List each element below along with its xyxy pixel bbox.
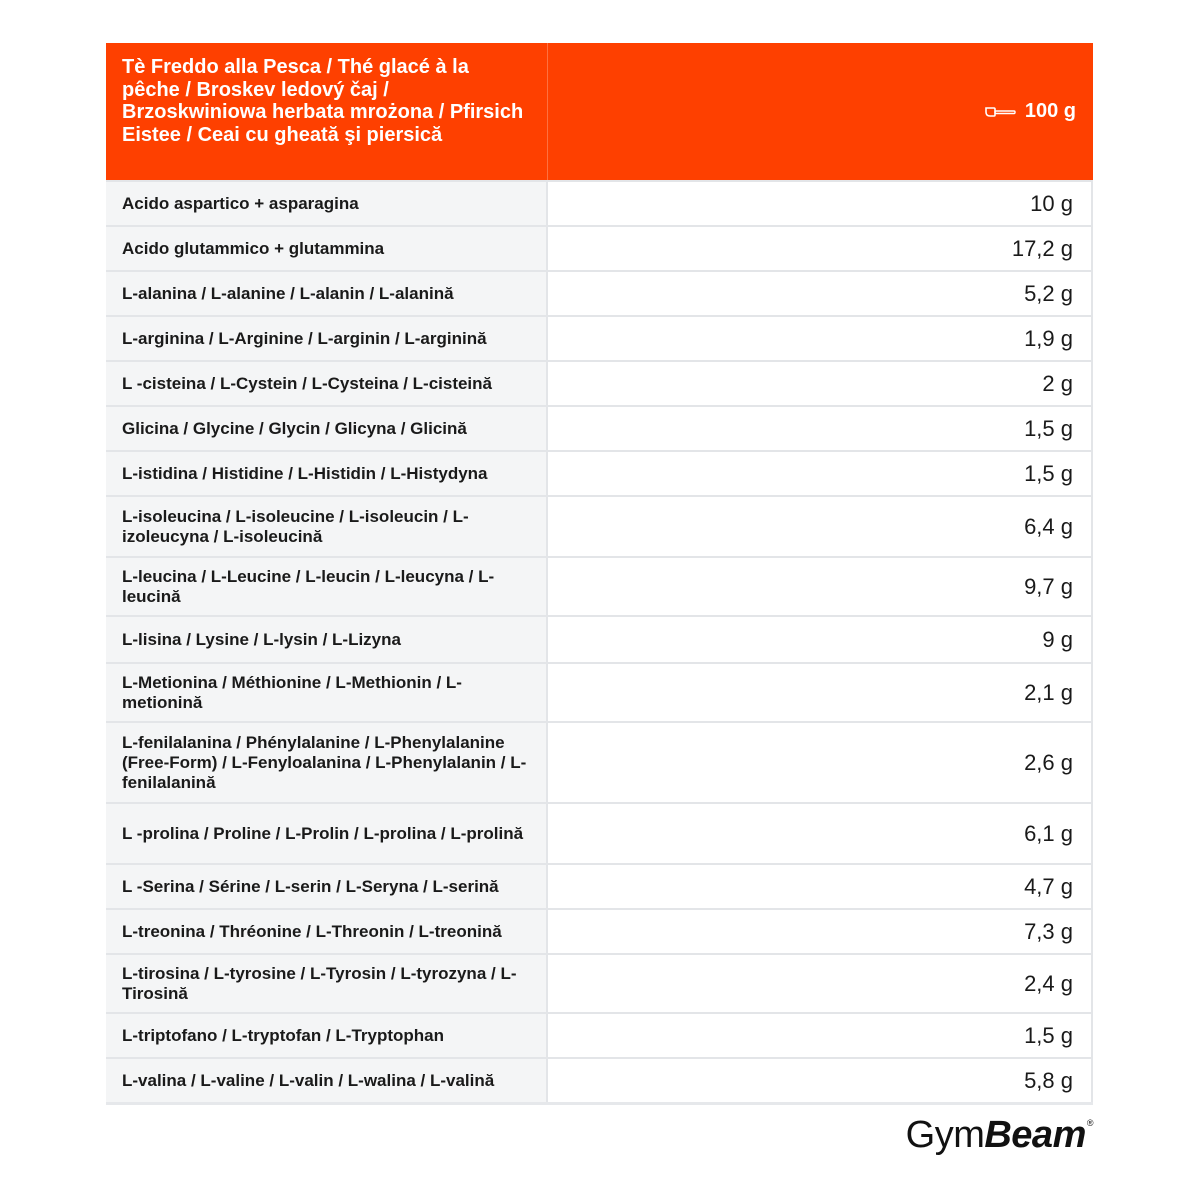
nutrient-value: 4,7 g <box>548 865 1093 908</box>
nutrient-value: 2 g <box>548 362 1093 405</box>
nutrient-name: L-tirosina / L-tyrosine / L-Tyrosin / L-tyrozyna / L-Tirosină <box>106 955 548 1012</box>
nutrient-name: L -cisteina / L-Cystein / L-Cysteina / L-cisteină <box>106 362 548 405</box>
nutrient-value: 17,2 g <box>548 227 1093 270</box>
serving-label: 100 g <box>1024 100 1076 122</box>
table-row <box>106 405 1093 450</box>
nutrient-value: 2,6 g <box>548 723 1093 802</box>
nutrient-name: L-Metionina / Méthionine / L-Methionin / L-metionină <box>106 664 548 721</box>
nutrient-value: 9,7 g <box>548 558 1093 615</box>
nutrient-value: 1,5 g <box>548 407 1093 450</box>
table-row <box>106 495 1093 556</box>
table-row <box>106 953 1093 1012</box>
gymbeam-logo: GymBeam® <box>905 1114 1093 1156</box>
nutrient-name: L-fenilalanina / Phénylalanine / L-Phenylalanine (Free-Form) / L-Fenyloalanina / L-Phenylalanin / L-fenilalanină <box>106 723 548 802</box>
table-row <box>106 802 1093 863</box>
nutrient-value: 2,4 g <box>548 955 1093 1012</box>
nutrient-value: 1,5 g <box>548 452 1093 495</box>
table-row <box>106 1012 1093 1057</box>
table-row <box>106 315 1093 360</box>
table-row <box>106 180 1093 225</box>
nutrient-name: L -prolina / Proline / L-Prolin / L-prolina / L-prolină <box>106 804 548 863</box>
serving-size <box>548 43 1093 180</box>
table-row <box>106 615 1093 662</box>
nutrient-name: L-arginina / L-Arginine / L-arginin / L-arginină <box>106 317 548 360</box>
nutrient-name: Glicina / Glycine / Glycin / Glicyna / Glicină <box>106 407 548 450</box>
nutrient-value: 2,1 g <box>548 664 1093 721</box>
nutrient-value: 1,9 g <box>548 317 1093 360</box>
nutrient-name: Acido aspartico + asparagina <box>106 182 548 225</box>
nutrient-value: 6,4 g <box>548 497 1093 556</box>
table-body <box>106 180 1093 1102</box>
nutrient-value: 5,8 g <box>548 1059 1093 1102</box>
table-row <box>106 908 1093 953</box>
table-row <box>106 225 1093 270</box>
nutrient-value: 5,2 g <box>548 272 1093 315</box>
nutrient-name: Acido glutammico + glutammina <box>106 227 548 270</box>
table-row <box>106 556 1093 615</box>
table-header <box>106 43 1093 180</box>
nutrient-name: L-lisina / Lysine / L-lysin / L-Lizyna <box>106 617 548 662</box>
nutrient-name: L-valina / L-valine / L-valin / L-walina / L-valină <box>106 1059 548 1102</box>
nutrient-name: L-treonina / Thréonine / L-Threonin / L-treonină <box>106 910 548 953</box>
nutrient-value: 9 g <box>548 617 1093 662</box>
table-row <box>106 450 1093 495</box>
product-title: Tè Freddo alla Pesca / Thé glacé à la pêche / Broskev ledový čaj / Brzoskwiniowa herbata mrożona / Pfirsich Eistee / Ceai cu gheată şi piersică <box>106 43 548 180</box>
table-row <box>106 270 1093 315</box>
nutrient-value: 1,5 g <box>548 1014 1093 1057</box>
nutrient-value: 10 g <box>548 182 1093 225</box>
nutrient-value: 6,1 g <box>548 804 1093 863</box>
nutrient-name: L-leucina / L-Leucine / L-leucin / L-leucyna / L-leucină <box>106 558 548 615</box>
table-row <box>106 360 1093 405</box>
nutrient-name: L-isoleucina / L-isoleucine / L-isoleucin / L-izoleucyna / L-isoleucină <box>106 497 548 556</box>
nutrient-name: L-istidina / Histidine / L-Histidin / L-Histydyna <box>106 452 548 495</box>
nutrient-name: L-alanina / L-alanine / L-alanin / L-alanină <box>106 272 548 315</box>
table-row <box>106 863 1093 908</box>
table-row <box>106 1057 1093 1102</box>
nutrient-name: L-triptofano / L-tryptofan / L-Tryptophan <box>106 1014 548 1057</box>
nutrient-value: 7,3 g <box>548 910 1093 953</box>
table-row <box>106 662 1093 721</box>
scoop-icon <box>985 106 1017 118</box>
table-row <box>106 721 1093 802</box>
nutrient-name: L -Serina / Sérine / L-serin / L-Seryna / L-serină <box>106 865 548 908</box>
nutrition-table <box>106 43 1093 1105</box>
